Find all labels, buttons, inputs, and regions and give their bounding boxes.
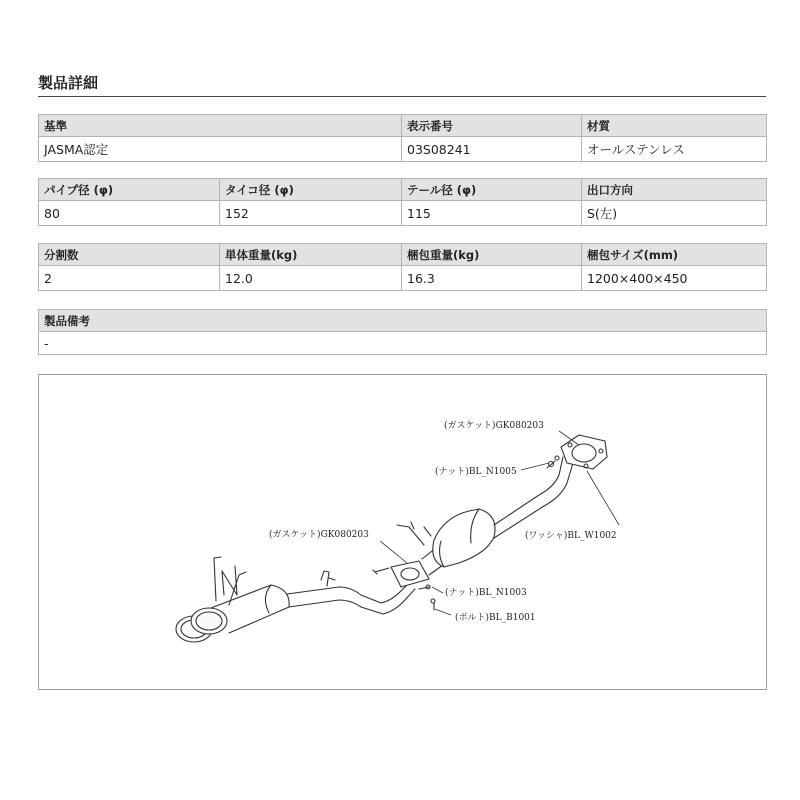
spec-table-standard bbox=[38, 114, 767, 162]
header-exit-direction: 出口方向 bbox=[582, 179, 767, 201]
value-muffler-diameter: 152 bbox=[220, 201, 402, 226]
spec-table-notes bbox=[38, 309, 767, 355]
label-bolt-mid: (ボルト)BL_B1001 bbox=[455, 613, 536, 623]
value-tail-diameter: 115 bbox=[402, 201, 582, 226]
header-tail-diameter: テール径 (φ) bbox=[402, 179, 582, 201]
value-display-number: 03S08241 bbox=[402, 137, 582, 162]
spec-table-weights bbox=[38, 243, 767, 291]
label-nut-mid: (ナット)BL_N1003 bbox=[445, 588, 527, 598]
header-pipe-diameter: パイプ径 (φ) bbox=[39, 179, 220, 201]
header-product-notes: 製品備考 bbox=[39, 310, 767, 332]
value-exit-direction: S(左) bbox=[582, 201, 767, 226]
label-gasket-mid: (ガスケット)GK080203 bbox=[269, 530, 369, 540]
value-split-count: 2 bbox=[39, 266, 220, 291]
value-material: オールステンレス bbox=[582, 137, 767, 162]
label-gasket-rear: (ガスケット)GK080203 bbox=[444, 421, 544, 431]
spec-table-dimensions bbox=[38, 178, 767, 226]
title-divider bbox=[38, 96, 766, 97]
header-package-size: 梱包サイズ(mm) bbox=[582, 244, 767, 266]
header-material: 材質 bbox=[582, 115, 767, 137]
header-package-weight: 梱包重量(kg) bbox=[402, 244, 582, 266]
header-split-count: 分割数 bbox=[39, 244, 220, 266]
value-pipe-diameter: 80 bbox=[39, 201, 220, 226]
exhaust-diagram bbox=[38, 374, 767, 690]
header-display-number: 表示番号 bbox=[402, 115, 582, 137]
header-standard: 基準 bbox=[39, 115, 402, 137]
value-package-size: 1200×400×450 bbox=[582, 266, 767, 291]
exhaust-illustration bbox=[39, 375, 766, 689]
value-unit-weight: 12.0 bbox=[220, 266, 402, 291]
label-nut-rear: (ナット)BL_N1005 bbox=[435, 467, 517, 477]
section-title: 製品詳細 bbox=[38, 74, 99, 92]
value-package-weight: 16.3 bbox=[402, 266, 582, 291]
value-product-notes: - bbox=[39, 332, 767, 355]
header-muffler-diameter: タイコ径 (φ) bbox=[220, 179, 402, 201]
header-unit-weight: 単体重量(kg) bbox=[220, 244, 402, 266]
value-standard: JASMA認定 bbox=[39, 137, 402, 162]
label-washer: (ワッシャ)BL_W1002 bbox=[525, 531, 617, 541]
